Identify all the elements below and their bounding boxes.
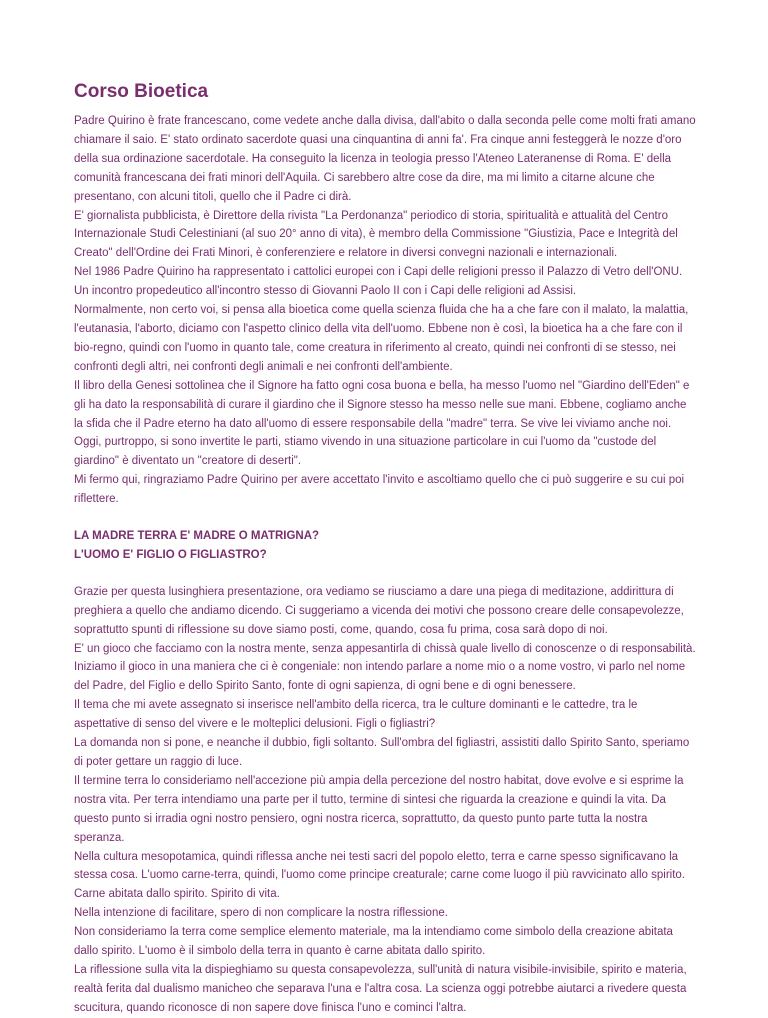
intro-paragraph: Nel 1986 Padre Quirino ha rappresentato i cattolici europei con i Capi delle religioni presso il Palazzo di Vetro dell'ONU. Un incontro propedeutico all'incontro stesso di Giovanni Paolo II con i Capi delle religioni ad Assisi. — [74, 266, 683, 298]
body-paragraph: Il tema che mi avete assegnato si inserisce nell'ambito della ricerca, tra le culture dominanti e le cattedre, tra le aspettative di senso del vivere e le molteplici delusioni. Figli o figliastri? — [74, 699, 638, 731]
section-heading-block — [74, 527, 696, 565]
intro-section — [74, 112, 696, 509]
document-page — [74, 80, 696, 1018]
body-paragraph: La riflessione sulla vita la dispieghiamo su questa consapevolezza, sull'unità di natura visibile-invisibile, spirito e materia, realtà ferita dal dualismo manicheo che separava l'una e l'altra cosa. La scienza oggi potrebbe aiutarci a rivedere questa scucitura, quando riconosce di non sapere dove finisca l'uno e cominci l'altra. — [74, 963, 687, 1014]
intro-paragraph: E' giornalista pubblicista, è Direttore della rivista "La Perdonanza" periodico di storia, spiritualità e attualità del Centro Internazionale Studi Celestiniani (al suo 20° anno di vita), è membro della Commissione "Giustizia, Pace e Integrità del Creato" dell'Ordine dei Frati Minori, è conferenziere e relatore in diversi convegni nazionali e internazionali. — [74, 209, 678, 260]
body-section — [74, 583, 696, 1018]
section-heading-line: LA MADRE TERRA E' MADRE O MATRIGNA? — [74, 530, 320, 543]
body-paragraph: Nella intenzione di facilitare, spero di non complicare la nostra riflessione. — [74, 907, 448, 920]
document-title: Corso Bioetica — [74, 81, 209, 102]
intro-paragraph: Mi fermo qui, ringraziamo Padre Quirino per avere accettato l'invito e ascoltiamo quello che ci può suggerire e su cui poi riflettere. — [74, 474, 685, 506]
body-paragraph: E' un gioco che facciamo con la nostra mente, senza appesantirla di chissà quale livello di conoscenze o di responsabilità. Iniziamo il gioco in una maniera che ci è congeniale: non intendo parlare a nome mio o a nome vostro, vi parlo nel nome del Padre, del Figlio e dello Spirito Santo, fonte di ogni sapienza, di ogni bene e di ogni benessere. — [74, 642, 696, 693]
body-paragraph: Grazie per questa lusinghiera presentazione, ora vediamo se riusciamo a dare una piega di meditazione, addirittura di preghiera a quello che andiamo dicendo. Ci suggeriamo a vicenda dei motivi che possono creare delle consapevolezze, soprattutto spunti di riflessione su dove siamo posti, come, quando, cosa fu prima, cosa sarà dopo di noi. — [74, 585, 684, 636]
body-paragraph: La domanda non si pone, e neanche il dubbio, figli soltanto. Sull'ombra del figliastri, assistiti dallo Spirito Santo, speriamo di poter gettare un raggio di luce. — [74, 737, 690, 768]
intro-paragraph: Il libro della Genesi sottolinea che il Signore ha fatto ogni cosa buona e bella, ha messo l'uomo nel "Giardino dell'Eden" e gli ha dato la responsabilità di curare il giardino che il Signore stesso ha messo nelle sue mani. Ebbene, cogliamo anche la sfida che il Padre eterno ha dato all'uomo di essere responsabile della "madre" terra. Se vive lei viviamo anche noi. Oggi, purtroppo, si sono invertite le parti, stiamo vivendo in una situazione particolare in cui l'uomo da "custode del giardino" è diventato un "creatore di deserti". — [74, 379, 690, 468]
body-paragraph: Il termine terra lo consideriamo nell'accezione più ampia della percezione del nostro habitat, dove evolve e si esprime la nostra vita. Per terra intendiamo una parte per il tutto, termine di sintesi che riguarda la creazione e quindi la vita. Da questo punto si irradia ogni nostro pensiero, ogni nostra ricerca, soprattutto, da questo punto parte tutta la nostra speranza. — [74, 774, 684, 844]
intro-paragraph: Padre Quirino è frate francescano, come vedete anche dalla divisa, dall'abito o dalla seconda pelle come molti frati amano chiamare il saio. E' stato ordinato sacerdote quasi una cinquantina di anni fa'. Fra cinque anni festeggerà le nozze d'oro della sua ordinazione sacerdotale. Ha conseguito la licenza in teologia presso l'Ateneo Lateranense di Roma. E' della comunità francescana dei frati minori dell'Aquila. Ci sarebbero altre cose da dire, ma mi limito a citarne alcune che presentano, con alcuni titoli, quello che il Padre ci dirà. — [74, 115, 696, 203]
body-paragraph: Non consideriamo la terra come semplice elemento materiale, ma la intendiamo come simbolo della creazione abitata dallo spirito. L'uomo è il simbolo della terra in quanto è carne abitata dallo spirito. — [74, 926, 673, 958]
section-heading-line: L'UOMO E' FIGLIO O FIGLIASTRO? — [74, 548, 267, 561]
body-paragraph: Nella cultura mesopotamica, quindi riflessa anche nei testi sacri del popolo eletto, terra e carne spesso significavano la stessa cosa. L'uomo carne-terra, quindi, l'uomo come principe creaturale; carne come luogo il più ravvicinato allo spirito. Carne abitata dallo spirito. Spirito di vita. — [74, 850, 685, 901]
intro-paragraph: Normalmente, non certo voi, si pensa alla bioetica come quella scienza fluida che ha a che fare con il malato, la malattia, l'eutanasia, l'aborto, diciamo con l'aspetto clinico della vita dell'uomo. Ebbene non è così, la bioetica ha a che fare con il bio-regno, quindi con l'uomo in quanto tale, come creatura in riferimento al creato, quindi nei confronti di se stesso, nei confronti degli altri, nei confronti degli animali e nei confronti dell'ambiente. — [74, 304, 689, 373]
